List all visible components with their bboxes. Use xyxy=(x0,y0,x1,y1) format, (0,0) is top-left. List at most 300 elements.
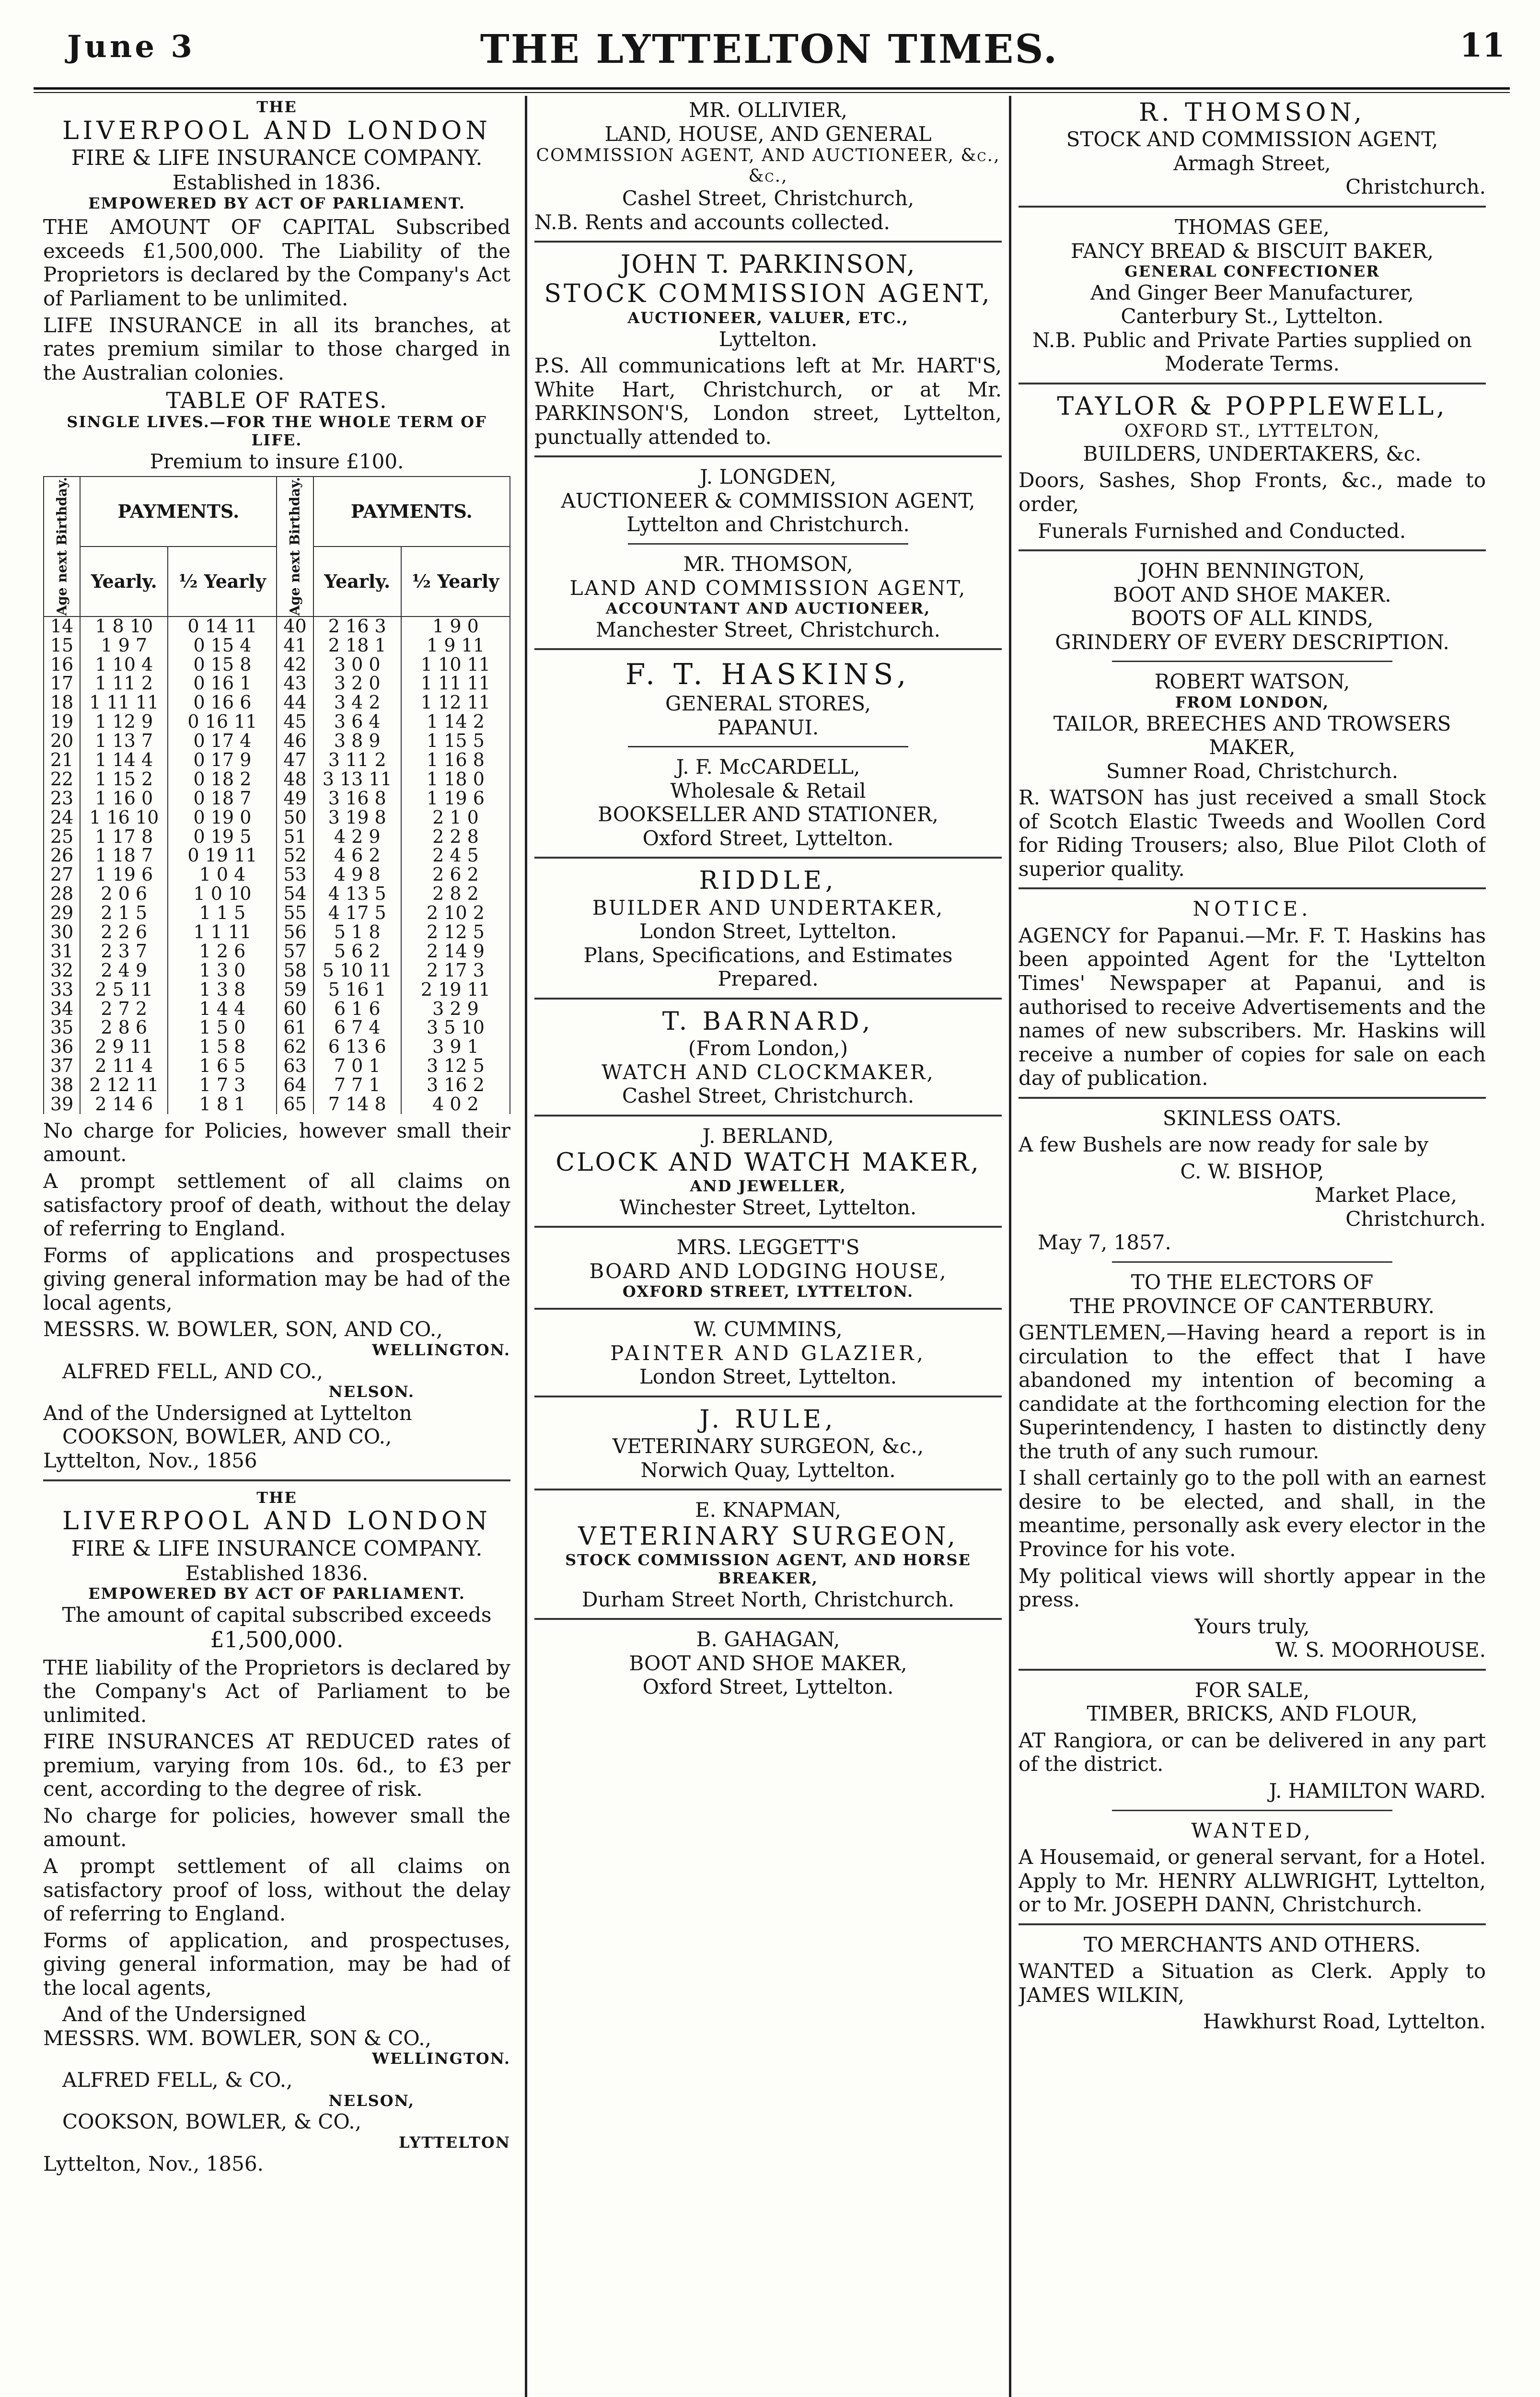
table-cell: 16 xyxy=(44,655,80,675)
ad-line: Funerals Furnished and Conducted. xyxy=(1038,519,1406,543)
table-cell: 0 16 6 xyxy=(168,693,277,712)
ad-paragraph: THE AMOUNT OF CAPITAL Subscribed exceeds £1,500,000. The Liability of the Proprietors is declared by the Company's Act of Parliament to be unlimited. xyxy=(43,215,510,310)
ad-signature: Christchurch. xyxy=(1345,1207,1486,1231)
ad-line: VETERINARY SURGEON, xyxy=(578,1522,958,1551)
table-cell: 4 2 9 xyxy=(313,827,401,847)
ad-paragraph: A prompt settlement of all claims on satisfactory proof of death, without the delay of referring to England. xyxy=(43,1169,510,1241)
table-cell: 3 2 9 xyxy=(401,1000,510,1019)
ad-line: OXFORD ST., LYTTELTON, xyxy=(1124,421,1380,442)
ad-separator xyxy=(1019,887,1486,889)
table-cell: 26 xyxy=(44,846,80,865)
table-cell: 2 4 9 xyxy=(80,961,168,980)
ad-name: MR. OLLIVIER, xyxy=(689,98,847,122)
table-cell: 2 19 11 xyxy=(401,980,510,1000)
table-cell: 29 xyxy=(44,904,80,923)
table-cell: 35 xyxy=(44,1018,80,1037)
ad-name: J. F. McCARDELL, xyxy=(676,755,860,779)
table-cell: 2 0 6 xyxy=(80,884,168,904)
ad-paragraph: A prompt settlement of all claims on satisfactory proof of loss, without the delay of referring to England. xyxy=(43,1854,510,1926)
table-cell: 3 19 8 xyxy=(313,808,401,827)
table-cell: 24 xyxy=(44,808,80,827)
table-row xyxy=(44,674,510,693)
table-row xyxy=(44,980,510,1000)
table-cell: 5 6 2 xyxy=(313,942,401,961)
ad-name: TO THE ELECTORS OF xyxy=(1131,1270,1374,1294)
ad-separator xyxy=(1112,661,1392,662)
ad-taylor xyxy=(1019,392,1486,543)
table-cell: 1 18 7 xyxy=(80,846,168,865)
ad-wanted xyxy=(1019,1819,1486,1917)
table-cell: 3 11 2 xyxy=(313,751,401,770)
ad-name: R. THOMSON, xyxy=(1138,98,1366,127)
ad-signature: W. S. MOORHOUSE. xyxy=(1275,1638,1486,1662)
table-row xyxy=(44,636,510,655)
ad-line: Manchester Street, Christchurch. xyxy=(595,617,940,641)
insurance-ad-1 xyxy=(43,98,510,1473)
table-row xyxy=(44,1000,510,1019)
table-cell: 2 3 7 xyxy=(80,942,168,961)
ad-separator xyxy=(534,1618,1002,1620)
table-cell: 1 10 4 xyxy=(80,655,168,675)
table-cell: 2 18 1 xyxy=(313,636,401,655)
ad-mccardell xyxy=(534,755,1002,850)
header-rule-thin xyxy=(34,92,1510,93)
table-row xyxy=(44,1018,510,1037)
table-cell: 65 xyxy=(277,1095,313,1114)
table-cell: 23 xyxy=(44,789,80,808)
yearly-header: Yearly. xyxy=(313,547,401,617)
table-cell: 27 xyxy=(44,865,80,884)
table-row xyxy=(44,732,510,751)
table-row xyxy=(44,1095,510,1114)
ad-paragraph: My political views will shortly appear in the press. xyxy=(1019,1564,1486,1612)
ad-paragraph: P.S. All communications left at Mr. HART'S, White Hart, Christchurch, or at Mr. PARKINSON'S, London street, Lyttelton, punctually attended to. xyxy=(534,354,1002,449)
ad-separator xyxy=(534,455,1002,457)
ad-separator xyxy=(1019,206,1486,208)
ad-paragraph: The amount of capital subscribed exceeds xyxy=(62,1603,492,1627)
table-cell: 3 4 2 xyxy=(313,693,401,712)
agent-place: NELSON. xyxy=(328,1383,415,1401)
ad-date: Lyttelton, Nov., 1856 xyxy=(43,1448,257,1472)
table-cell: 0 17 4 xyxy=(168,732,277,751)
table-cell: 2 9 11 xyxy=(80,1037,168,1057)
table-cell: 3 0 0 xyxy=(313,655,401,675)
table-cell: 1 0 4 xyxy=(168,865,277,884)
table-cell: 7 0 1 xyxy=(313,1057,401,1076)
ad-line: LAND AND COMMISSION AGENT, xyxy=(569,576,967,600)
ad-rule xyxy=(534,1405,1002,1482)
table-cell: 63 xyxy=(277,1057,313,1076)
table-row xyxy=(44,884,510,904)
table-cell: 0 14 11 xyxy=(168,617,277,636)
ad-date: Lyttelton, Nov., 1856. xyxy=(43,2152,264,2176)
table-cell: 17 xyxy=(44,674,80,693)
ad-line: Durham Street North, Christchurch. xyxy=(581,1587,955,1611)
table-cell: 1 16 10 xyxy=(80,808,168,827)
agent-place: WELLINGTON. xyxy=(372,1340,510,1359)
table-cell: 2 12 11 xyxy=(80,1076,168,1095)
ad-line: BOOT AND SHOE MAKER, xyxy=(629,1651,907,1675)
ad-ollivier xyxy=(534,98,1002,234)
ad-leggett xyxy=(534,1235,1002,1301)
table-cell: 1 3 0 xyxy=(168,961,277,980)
table-cell: 62 xyxy=(277,1037,313,1057)
table-cell: 38 xyxy=(44,1076,80,1095)
table-cell: 0 17 9 xyxy=(168,751,277,770)
table-cell: 52 xyxy=(277,846,313,865)
ad-line: Canterbury St., Lyttelton. xyxy=(1121,304,1384,328)
ad-longden xyxy=(534,465,1002,536)
age-header: Age next Birthday. xyxy=(44,477,80,616)
page-number: 11 xyxy=(1459,26,1505,65)
table-cell: 1 19 6 xyxy=(401,789,510,808)
ad-line: Norwich Quay, Lyttelton. xyxy=(640,1458,896,1482)
ad-signature: J. HAMILTON WARD. xyxy=(1269,1779,1486,1803)
ad-paragraph: No charge for policies, however small the amount. xyxy=(43,1804,510,1851)
table-subtitle: SINGLE LIVES.—FOR THE WHOLE TERM OF LIFE. xyxy=(67,413,487,450)
table-cell: 6 13 6 xyxy=(313,1037,401,1057)
yearly-header: Yearly. xyxy=(80,547,168,617)
table-cell: 64 xyxy=(277,1076,313,1095)
ad-paragraph: AT Rangiora, or can be delivered in any part of the district. xyxy=(1019,1728,1486,1776)
table-cell: 61 xyxy=(277,1018,313,1037)
table-cell: 0 19 5 xyxy=(168,827,277,847)
ad-name: B. GAHAGAN, xyxy=(696,1628,840,1652)
ad-line: BREAKER, xyxy=(718,1569,818,1587)
ad-name: THE PROVINCE OF CANTERBURY. xyxy=(1070,1294,1435,1318)
ad-parkinson xyxy=(534,250,1002,449)
ad-line: N.B. Rents and accounts collected. xyxy=(534,210,890,234)
table-cell: 1 15 2 xyxy=(80,770,168,789)
column-2 xyxy=(534,98,1002,2397)
table-cell: 2 6 2 xyxy=(401,865,510,884)
agent-name: ALFRED FELL, AND CO., xyxy=(62,1359,323,1383)
ad-paragraph: THE liability of the Proprietors is declared by the Company's Act of Parliament to be unlimited. xyxy=(43,1655,510,1727)
ad-name: THOMAS GEE, xyxy=(1175,215,1330,239)
table-row xyxy=(44,827,510,847)
ad-line: Oxford Street, Lyttelton. xyxy=(642,826,894,850)
ad-paragraph: WANTED a Situation as Clerk. Apply to JAMES WILKIN, xyxy=(1019,1959,1486,2007)
table-row xyxy=(44,961,510,980)
table-cell: 19 xyxy=(44,712,80,732)
ad-for-sale xyxy=(1019,1678,1486,1803)
agent-place: WELLINGTON. xyxy=(372,2049,510,2068)
table-row xyxy=(44,1057,510,1076)
ad-separator xyxy=(1112,1810,1392,1811)
ad-riddle xyxy=(534,866,1002,991)
ad-signature: Market Place, xyxy=(1314,1183,1457,1207)
ad-separator xyxy=(534,648,1002,650)
ad-barnard xyxy=(534,1007,1002,1108)
ad-paragraph: I shall certainly go to the poll with an earnest desire to be elected, and shall, in the meantime, personally ask every elector in the Province for his vote. xyxy=(1019,1466,1486,1561)
ad-name: J. LONGDEN, xyxy=(700,465,836,489)
ad-signature: C. W. BISHOP, xyxy=(1180,1159,1324,1183)
ad-separator xyxy=(1019,383,1486,384)
ad-paragraph: GENTLEMEN,—Having heard a report is in circulation to the effect that I have abandoned my intention of becoming a candidate at the forthcoming election for the Superintendency, I hasten to distinctly deny the truth of any such rumour. xyxy=(1019,1321,1486,1463)
agent-place: NELSON, xyxy=(328,2091,415,2110)
table-cell: 2 7 2 xyxy=(80,1000,168,1019)
table-cell: 51 xyxy=(277,827,313,847)
table-cell: 1 17 8 xyxy=(80,827,168,847)
column-divider-2 xyxy=(1009,96,1011,2397)
ad-paragraph: A few Bushels are now ready for sale by xyxy=(1019,1133,1429,1157)
ad-separator xyxy=(534,1396,1002,1397)
ad-name: MRS. LEGGETT'S xyxy=(676,1235,860,1259)
rates-table xyxy=(43,476,510,1114)
ad-line: London Street, Lyttelton. xyxy=(639,1365,897,1389)
ad-line: OXFORD STREET, LYTTELTON. xyxy=(622,1282,914,1301)
ad-line: FANCY BREAD & BISCUIT BAKER, xyxy=(1071,239,1434,263)
table-row xyxy=(44,617,510,636)
ad-separator xyxy=(534,1115,1002,1117)
table-cell: 1 2 6 xyxy=(168,942,277,961)
ad-line: AUCTIONEER & COMMISSION AGENT, xyxy=(561,489,975,512)
ad-electors xyxy=(1019,1270,1486,1662)
ad-thomson xyxy=(534,552,1002,641)
ad-company-name: LIVERPOOL AND LONDON xyxy=(62,116,491,145)
ad-line: AUCTIONEER, VALUER, ETC., xyxy=(627,308,909,327)
table-cell: 30 xyxy=(44,923,80,942)
ad-kicker: THE xyxy=(256,98,297,116)
ad-line: GENERAL STORES, xyxy=(665,692,871,716)
table-cell: 7 14 8 xyxy=(313,1095,401,1114)
ad-line: Oxford Street, Lyttelton. xyxy=(642,1675,894,1699)
ad-name: W. CUMMINS, xyxy=(694,1317,843,1341)
ad-separator xyxy=(534,857,1002,859)
ad-line: PAINTER AND GLAZIER, xyxy=(610,1341,926,1365)
ad-empowered: EMPOWERED BY ACT OF PARLIAMENT. xyxy=(88,1584,465,1603)
table-cell: 47 xyxy=(277,751,313,770)
ad-company-name: LIVERPOOL AND LONDON xyxy=(62,1507,491,1536)
ad-separator xyxy=(1019,1923,1486,1925)
table-cell: 2 10 2 xyxy=(401,904,510,923)
table-cell: 49 xyxy=(277,789,313,808)
column-divider-1 xyxy=(525,96,527,2397)
ad-line: BOOTS OF ALL KINDS, xyxy=(1131,606,1374,630)
ad-name: JOHN T. PARKINSON, xyxy=(620,250,916,279)
table-cell: 1 5 8 xyxy=(168,1037,277,1057)
ad-name: MR. THOMSON, xyxy=(683,552,853,576)
ad-line: Winchester Street, Lyttelton. xyxy=(619,1195,917,1219)
table-cell: 3 6 4 xyxy=(313,712,401,732)
table-cell: 0 15 8 xyxy=(168,655,277,675)
table-cell: 31 xyxy=(44,942,80,961)
agent-name: COOKSON, BOWLER, & CO., xyxy=(62,2110,362,2134)
table-cell: 46 xyxy=(277,732,313,751)
table-cell: 60 xyxy=(277,1000,313,1019)
ad-line: (From London,) xyxy=(688,1036,848,1060)
ad-paragraph: A Housemaid, or general servant, for a Hotel. Apply to Mr. HENRY ALLWRIGHT, Lyttelton, or to Mr. JOSEPH DANN, Christchurch. xyxy=(1019,1845,1486,1917)
table-cell: 36 xyxy=(44,1037,80,1057)
table-cell: 42 xyxy=(277,655,313,675)
ad-line: Plans, Specifications, and Estimates Prepared. xyxy=(583,943,953,991)
table-row xyxy=(44,712,510,732)
table-row xyxy=(44,808,510,827)
ad-line: STOCK COMMISSION AGENT, xyxy=(544,279,992,309)
payments-header: PAYMENTS. xyxy=(80,477,277,547)
column-3 xyxy=(1019,98,1486,2397)
ad-name: NOTICE. xyxy=(1193,897,1312,921)
ad-name: FOR SALE, xyxy=(1194,1678,1310,1702)
table-cell: 7 7 1 xyxy=(313,1076,401,1095)
ad-cummins xyxy=(534,1317,1002,1389)
table-cell: 43 xyxy=(277,674,313,693)
ad-separator xyxy=(628,543,908,545)
table-cell: 22 xyxy=(44,770,80,789)
table-cell: 3 16 2 xyxy=(401,1076,510,1095)
table-cell: 3 9 1 xyxy=(401,1037,510,1057)
table-cell: 37 xyxy=(44,1057,80,1076)
ad-name: SKINLESS OATS. xyxy=(1162,1106,1342,1130)
ad-line: BUILDER AND UNDERTAKER, xyxy=(592,896,944,919)
ad-empowered: EMPOWERED BY ACT OF PARLIAMENT. xyxy=(88,194,465,212)
table-cell: 1 4 4 xyxy=(168,1000,277,1019)
table-cell: 0 19 0 xyxy=(168,808,277,827)
ad-signature: Yours truly, xyxy=(1194,1614,1310,1638)
ad-separator xyxy=(1112,1261,1392,1263)
table-row xyxy=(44,865,510,884)
table-row xyxy=(44,789,510,808)
table-cell: 1 3 8 xyxy=(168,980,277,1000)
ad-name: J. BERLAND, xyxy=(702,1124,834,1148)
table-cell: 6 1 6 xyxy=(313,1000,401,1019)
table-cell: 2 8 6 xyxy=(80,1018,168,1037)
ad-line: STOCK COMMISSION AGENT, AND HORSE xyxy=(565,1551,971,1570)
ad-paragraph: FIRE INSURANCES AT REDUCED rates of premium, varying from 10s. 6d., to £3 per cent, according to the degree of risk. xyxy=(43,1730,510,1801)
table-cell: 3 16 8 xyxy=(313,789,401,808)
ad-paragraph: LIFE INSURANCE in all its branches, at rates premium similar to those charged in the Australian colonies. xyxy=(43,313,510,384)
ad-paragraph: Forms of application, and prospectuses, giving general information, may be had of the local agents, xyxy=(43,1928,510,2000)
ad-separator xyxy=(534,1226,1002,1228)
table-cell: 4 17 5 xyxy=(313,904,401,923)
table-cell: 32 xyxy=(44,961,80,980)
ad-line: Cashel Street, Christchurch. xyxy=(622,1084,915,1108)
table-cell: 1 11 11 xyxy=(80,693,168,712)
ad-line: LAND, HOUSE, AND GENERAL xyxy=(604,122,932,146)
ad-separator xyxy=(534,1489,1002,1490)
agent-name: ALFRED FELL, & CO., xyxy=(62,2068,293,2092)
table-cell: 45 xyxy=(277,712,313,732)
ad-r-thomson xyxy=(1019,98,1486,199)
ad-name: TO MERCHANTS AND OTHERS. xyxy=(1083,1932,1421,1956)
agent-place: LYTTELTON xyxy=(399,2133,510,2152)
table-cell: 1 6 5 xyxy=(168,1057,277,1076)
table-cell: 6 7 4 xyxy=(313,1018,401,1037)
table-cell: 5 16 1 xyxy=(313,980,401,1000)
table-cell: 5 10 11 xyxy=(313,961,401,980)
table-row xyxy=(44,942,510,961)
ad-name: WANTED, xyxy=(1191,1818,1313,1842)
issue-date: June 3 xyxy=(67,29,195,65)
ad-separator xyxy=(534,998,1002,1000)
table-cell: 1 16 0 xyxy=(80,789,168,808)
rates-table-body xyxy=(44,617,510,1114)
ad-line: FROM LONDON, xyxy=(1175,693,1330,711)
table-cell: 3 2 0 xyxy=(313,674,401,693)
ad-line: AND JEWELLER, xyxy=(690,1176,846,1195)
ad-date: May 7, 1857. xyxy=(1038,1231,1171,1255)
table-cell: 4 13 5 xyxy=(313,884,401,904)
table-cell: 34 xyxy=(44,1000,80,1019)
table-cell: 1 0 10 xyxy=(168,884,277,904)
agent-note: And of the Undersigned at Lyttelton xyxy=(43,1401,412,1425)
table-cell: 2 14 9 xyxy=(401,942,510,961)
ad-line: BOOKSELLER AND STATIONER, xyxy=(598,803,938,826)
table-cell: 41 xyxy=(277,636,313,655)
ad-bennington xyxy=(1019,559,1486,654)
ad-name: F. T. HASKINS, xyxy=(625,658,911,692)
table-cell: 2 4 5 xyxy=(401,846,510,865)
table-cell: 1 8 10 xyxy=(80,617,168,636)
table-row xyxy=(44,693,510,712)
ad-line: BOARD AND LODGING HOUSE, xyxy=(589,1259,947,1283)
ad-name: E. KNAPMAN, xyxy=(695,1498,841,1522)
half-yearly-header: ½ Yearly xyxy=(401,547,510,617)
ad-subtitle: FIRE & LIFE INSURANCE COMPANY. xyxy=(71,146,483,171)
table-cell: 1 1 5 xyxy=(168,904,277,923)
ad-watson xyxy=(1019,670,1486,881)
table-cell: 0 16 11 xyxy=(168,712,277,732)
table-cell: 1 5 0 xyxy=(168,1018,277,1037)
ad-line: STOCK AND COMMISSION AGENT, xyxy=(1066,128,1438,151)
ad-name: TAYLOR & POPPLEWELL, xyxy=(1057,392,1447,421)
table-cell: 2 1 0 xyxy=(401,808,510,827)
table-cell: 50 xyxy=(277,808,313,827)
table-cell: 18 xyxy=(44,693,80,712)
table-cell: 25 xyxy=(44,827,80,847)
table-title: TABLE OF RATES. xyxy=(166,387,388,414)
half-yearly-header: ½ Yearly xyxy=(168,547,277,617)
ad-line: BUILDERS, UNDERTAKERS, &c. xyxy=(1083,442,1422,465)
table-cell: 53 xyxy=(277,865,313,884)
table-cell: 1 19 6 xyxy=(80,865,168,884)
header-rule xyxy=(34,87,1510,90)
ad-line: GRINDERY OF EVERY DESCRIPTION. xyxy=(1055,630,1449,654)
ad-name: J. RULE, xyxy=(699,1405,837,1434)
ad-berland xyxy=(534,1124,1002,1219)
agent-name: COOKSON, BOWLER, AND CO., xyxy=(62,1425,392,1449)
table-cell: 2 2 8 xyxy=(401,827,510,847)
ad-name: JOHN BENNINGTON, xyxy=(1139,559,1365,583)
table-cell: 2 2 6 xyxy=(80,923,168,942)
agent-note: And of the Undersigned xyxy=(62,2002,306,2026)
table-premium-note: Premium to insure £100. xyxy=(150,449,404,473)
ad-separator xyxy=(534,241,1002,243)
table-row xyxy=(44,846,510,865)
agent-name: MESSRS. W. BOWLER, SON, AND CO., xyxy=(43,1317,443,1341)
table-cell: 4 9 8 xyxy=(313,865,401,884)
table-cell: 2 11 4 xyxy=(80,1057,168,1076)
table-cell: 20 xyxy=(44,732,80,751)
table-cell: 55 xyxy=(277,904,313,923)
ad-line: Cashel Street, Christchurch, xyxy=(622,186,915,210)
table-cell: 48 xyxy=(277,770,313,789)
table-cell: 4 0 2 xyxy=(401,1095,510,1114)
table-cell: 1 12 11 xyxy=(401,693,510,712)
ad-line: BOOT AND SHOE MAKER. xyxy=(1113,582,1391,606)
table-cell: 3 12 5 xyxy=(401,1057,510,1076)
table-cell: 3 13 11 xyxy=(313,770,401,789)
ad-line: TIMBER, BRICKS, AND FLOUR, xyxy=(1087,1702,1418,1726)
table-cell: 33 xyxy=(44,980,80,1000)
insurance-ad-2 xyxy=(43,1489,510,2176)
ad-subtitle: FIRE & LIFE INSURANCE COMPANY. xyxy=(71,1536,483,1561)
table-cell: 1 11 2 xyxy=(80,674,168,693)
ad-line: And Ginger Beer Manufacturer, xyxy=(1090,280,1414,304)
table-cell: 1 1 11 xyxy=(168,923,277,942)
table-cell: 57 xyxy=(277,942,313,961)
ad-line: Christchurch. xyxy=(1345,175,1486,199)
